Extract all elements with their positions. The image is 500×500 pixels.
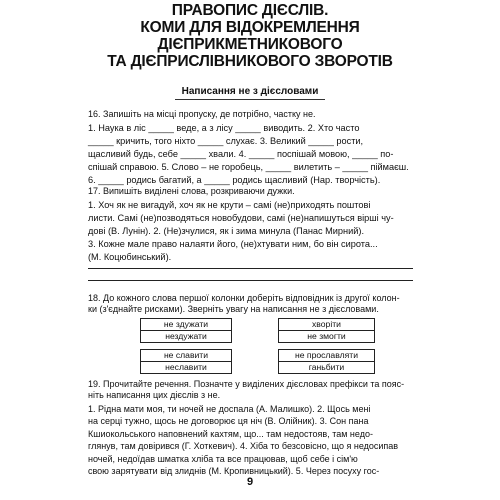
text-line: щасливий будь, себе _____ хвали. 4. _____ поспішай мовою, _____ по- xyxy=(88,149,394,159)
task18-heading xyxy=(88,293,413,315)
answer-line[interactable] xyxy=(88,268,413,269)
title-line: КОМИ ДЛЯ ВІДОКРЕМЛЕННЯ xyxy=(140,19,360,36)
page-title xyxy=(70,2,430,70)
left-col-item[interactable]: нездужати xyxy=(140,330,232,343)
right-col-item[interactable]: хворіти xyxy=(278,318,375,331)
right-col-item[interactable]: не прославляти xyxy=(278,349,375,362)
text-line: ночей, недоїдав шматка хліба та все працював, щоб себе і сім'ю xyxy=(88,453,358,464)
task19-heading xyxy=(88,379,413,401)
text-line: 1. Наука в ліс _____ веде, а з лісу _____ виводить. 2. Хто часто xyxy=(88,123,360,133)
title-line: ПРАВОПИС ДІЄСЛІВ. xyxy=(171,2,329,19)
text-line: ки (з'єднайте рисками). Зверніть увагу на написання не з дієсловами. xyxy=(88,304,379,314)
text-line: листи. Самі (не)позводяться новобудови, самі (не)напишуться вірші чу- xyxy=(88,213,394,223)
text-line: 1. Рідна мати моя, ти ночей не доспала (А. Малишко). 2. Щось мені xyxy=(88,404,371,414)
text-line: 1. Хоч як не вигадуй, хоч як не крути – самі (не)приходять поштові xyxy=(88,200,371,210)
text-line: свою зарятувати від злиднів (М. Кропивницький). 5. Через посуху гос- xyxy=(88,466,380,477)
right-col-item[interactable]: ганьбити xyxy=(278,361,375,374)
text-line: (М. Коцюбинський). xyxy=(88,252,172,262)
text-line: _____ кричить, того ніхто _____ слухає. 3. Великий _____ рости, xyxy=(88,136,364,146)
left-col-item[interactable]: не славити xyxy=(140,349,232,362)
right-col-item[interactable]: не змогти xyxy=(278,330,375,343)
page-number: 9 xyxy=(246,476,254,488)
text-line: 3. Кожне мале право налаяти його, (не)хтувати ним, бо він сирота... xyxy=(88,239,378,249)
task19-body xyxy=(88,403,413,477)
text-line: дові (В. Лунін). 2. (Не)зчулися, як і зима минула (Панас Мирний). xyxy=(88,226,364,236)
text-line: спішай справою. 5. Слово – не горобець, _____ вилетить – _____ піймаєш. xyxy=(88,162,409,172)
left-col-item[interactable]: не здужати xyxy=(140,318,232,331)
text-line: 18. До кожного слова першої колонки доберіть відповідник із другої колон- xyxy=(88,293,400,303)
title-line: ТА ДІЄПРИСЛІВНИКОВОГО ЗВОРОТІВ xyxy=(107,53,393,70)
section-heading: Написання не з дієсловами xyxy=(181,86,319,97)
text-line: 19. Прочитайте речення. Позначте у виділених дієсловах префікси та пояс- xyxy=(88,379,405,389)
task17-heading: 17. Випишіть виділені слова, розкриваючи дужки. xyxy=(88,186,295,196)
left-col-item[interactable]: неславити xyxy=(140,361,232,374)
section-underline xyxy=(175,99,325,100)
task16-body xyxy=(88,122,413,187)
text-line: глянув, там довірився (Г. Хоткевич). 4. Хіба то безсовісно, що я недосипав xyxy=(88,441,399,452)
task16-heading: 16. Запишіть на місці пропуску, де потрібно, частку не. xyxy=(88,109,316,119)
text-line: ніть написання цих дієслів з не. xyxy=(88,390,221,400)
text-line: 6. _____ родись багатий, а _____ родись щасливий (Нар. творчість). xyxy=(88,175,381,185)
text-line: Кшиокольського наповнений кахтям, що... там недостояв, там недо- xyxy=(88,428,373,439)
answer-line[interactable] xyxy=(88,280,413,281)
task17-body xyxy=(88,199,413,264)
title-line: ДІЄПРИКМЕТНИКОВОГО xyxy=(157,36,343,53)
text-line: на серці тужно, щось не договорює ця ніч (В. Олійник). 3. Сон пана xyxy=(88,416,369,427)
